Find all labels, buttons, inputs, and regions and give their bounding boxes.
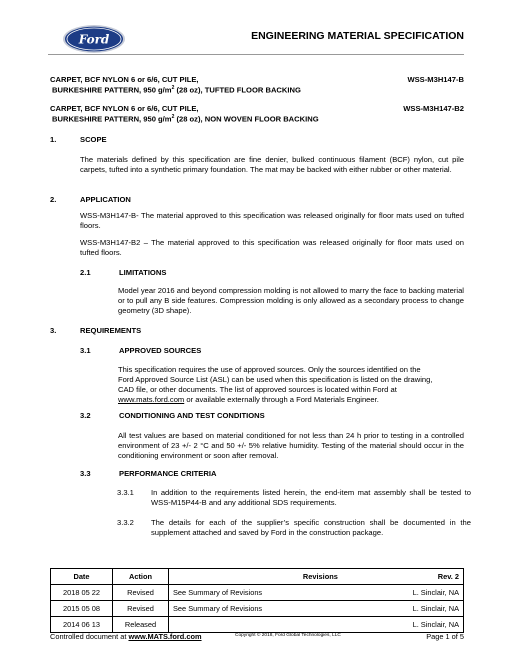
item-text: The details for each of the supplier’s specific construction shall be documented in the supplement attached and saved by Ford in the construction package. [151,518,471,538]
spec-title-b [50,75,464,96]
revision-table-header [51,569,464,585]
header-divider [48,54,464,55]
spec-title-line1: CARPET, BCF NYLON 6 or 6/6, CUT PILE, [50,104,199,113]
table-row: 2018 05 22 Revised See Summary of Revisions L. Sinclair, NA [51,585,464,601]
mats-link[interactable]: www.mats.ford.com [118,395,185,405]
revision-table [50,568,464,633]
document-title: ENGINEERING MATERIAL SPECIFICATION [251,30,464,42]
section-number: 3.1 [80,346,91,355]
limitations-text: Model year 2016 and beyond compression molding is not allowed to marry the face to backing material or to pull any B side features. Compression molding is only allowed as a secondary process to change geometry (3D shape). [118,286,464,316]
section-number: 2. [50,195,57,204]
section-heading: CONDITIONING AND TEST CONDITIONS [119,411,265,420]
conditioning-text: All test values are based on material conditioned for not less than 24 h prior to testing in a controlled environment of 23 +/- 2 °C and 50 +/- 5% relative humidity. Testing of the material should occur in the conditioning environment or soon after removal. [118,431,464,461]
section-heading: APPLICATION [80,195,131,204]
controlled-document-note: Controlled document at www.MATS.ford.com [50,632,202,641]
copyright: Copyright © 2018, Ford Global Technologies, LLC [235,633,341,638]
section-number: 3.2 [80,411,91,420]
spec-title-line2: BURKESHIRE PATTERN, 950 $g/m^2$ (28 oz), TUFTED FLOOR BACKING [52,85,301,95]
spec-code: WSS-M3H147-B2 [403,104,464,113]
section-number: 2.1 [80,268,91,277]
approved-sources-text: This specification requires the use of approved sources. Only the sources identified on the Ford Approved Source List (ASL) can be used when this specification is listed on the drawing, CAD file, or other documents. The list of approved sources is located within Ford at www.mats.ford.com or available externally through a Ford Materials Engineer. [118,365,433,405]
item-number: 3.3.2 [117,518,134,527]
application-paragraph-1: WSS-M3H147-B- The material approved to this specification was released originally for floor mats used on tufted floors. [80,211,464,231]
spec-title-line1: CARPET, BCF NYLON 6 or 6/6, CUT PILE, [50,75,199,84]
col-revisions: Revisions Rev. 2 [169,569,464,585]
ford-logo [62,24,126,54]
item-number: 3.3.1 [117,488,134,497]
spec-title-line2: BURKESHIRE PATTERN, 950 $g/m^2$ (28 oz), NON WOVEN FLOOR BACKING [52,114,319,124]
page-number: Page 1 of 5 [426,632,464,641]
col-action: Action [113,569,169,585]
spec-title-b2 [50,104,464,125]
scope-text: The materials defined by this specification are fine denier, bulked continuous filament (BCF) nylon, cut pile carpets, tufted into a synthetic primary foundation. The mat may be backed with either rubber or other material. [80,155,464,175]
rev-number: Rev. 2 [437,571,459,581]
item-text: In addition to the requirements listed herein, the end-item mat assembly shall be tested to WSS-M15P44-B and any additional SDS requirements. [151,488,471,508]
section-number: 3. [50,326,57,335]
table-row: 2014 06 13 Released L. Sinclair, NA [51,617,464,633]
section-heading: APPROVED SOURCES [119,346,202,355]
section-number: 1. [50,135,57,144]
table-row: 2015 05 08 Revised See Summary of Revisions L. Sinclair, NA [51,601,464,617]
logo-wordmark: Ford [78,32,110,47]
spec-code: WSS-M3H147-B [407,75,464,84]
section-heading: SCOPE [80,135,107,144]
mats-footer-link[interactable]: www.MATS.ford.com [128,632,202,641]
section-number: 3.3 [80,469,91,478]
section-heading: LIMITATIONS [119,268,167,277]
section-heading: PERFORMANCE CRITERIA [119,469,217,478]
application-paragraph-2: WSS-M3H147-B2 – The material approved to this specification was released originally for floor mats used on tufted floors. [80,238,464,258]
page-footer [50,632,464,642]
section-heading: REQUIREMENTS [80,326,142,335]
col-date: Date [51,569,113,585]
